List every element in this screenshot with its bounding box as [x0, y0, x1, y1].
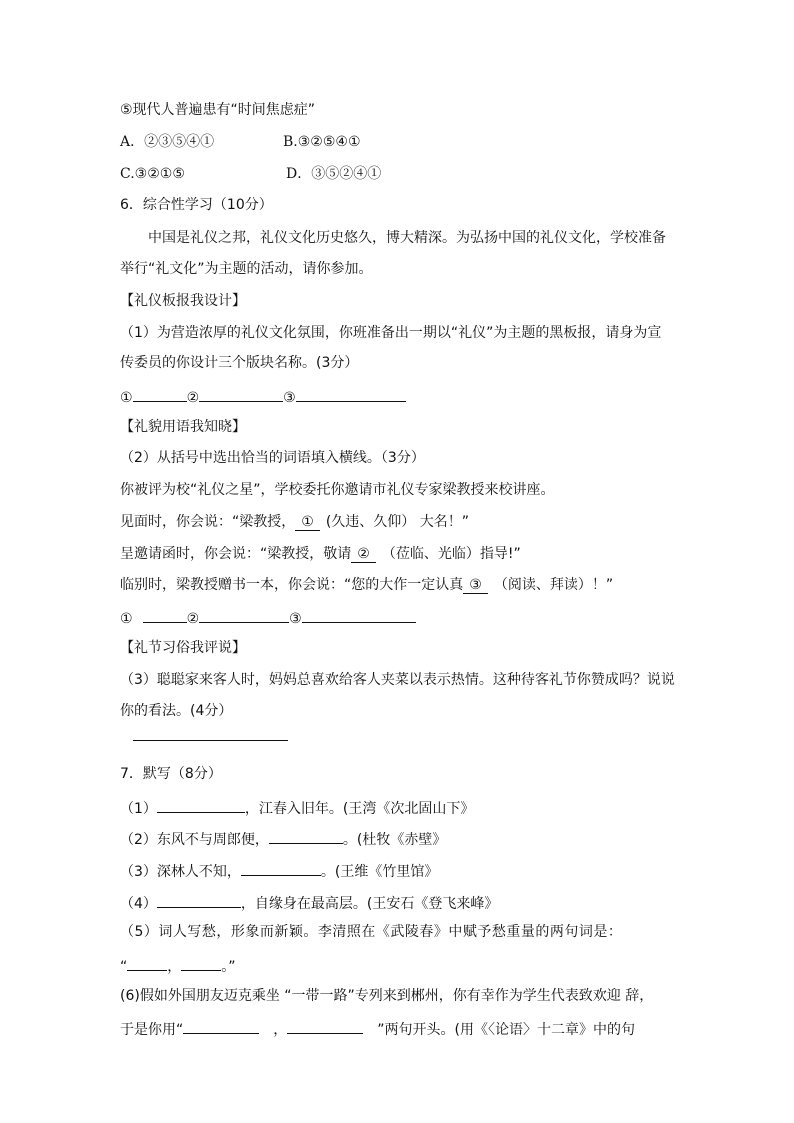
answer-blank[interactable] — [133, 386, 187, 402]
answer-blank[interactable] — [157, 797, 245, 813]
fill-sentence-2: 呈邀请函时，你会说：“梁教授，敬请 ② （莅临、光临）指导!” — [120, 546, 521, 562]
answer-blank[interactable] — [287, 1018, 363, 1034]
answer-blanks-row-1: ① ② ③ — [120, 386, 406, 407]
answer-choice-c: C.③②①⑤ — [120, 166, 185, 182]
section-heading-blackboard: 【礼仪板报我设计】 — [120, 293, 246, 309]
answer-blanks-row-2: ① ② ③ — [120, 607, 416, 628]
intro-paragraph-line-2: 举行“礼文化”为主题的活动，请你参加。 — [120, 261, 373, 277]
question-7-heading: 7．默写（8分） — [120, 766, 222, 782]
sub-question-1-line-2: 传委员的你设计三个版块名称。(3分） — [120, 355, 359, 371]
answer-choice-b: B.③②⑤④① — [283, 134, 361, 150]
answer-blank[interactable] — [127, 955, 167, 971]
recite-item-2: （2）东风不与周郎便， 。(杜牧《赤壁》 — [120, 828, 446, 849]
answer-blank[interactable] — [269, 828, 343, 844]
answer-blank[interactable] — [183, 1018, 259, 1034]
fill-sentence-1: 见面时，你会说：“梁教授， ① (久违、久仰） 大名！” — [120, 514, 469, 530]
option-item-5: ⑤现代人普遍患有“时间焦虑症” — [120, 102, 316, 118]
answer-blank[interactable] — [241, 860, 321, 876]
answer-blank[interactable] — [157, 892, 241, 908]
section-heading-customs: 【礼节习俗我评说】 — [120, 640, 246, 656]
recite-item-5-line-1: （5）词人写愁，形象而新颖。李清照在《武陵春》中赋予愁重量的两句词是： — [120, 924, 623, 940]
recite-item-4: （4） ，自缘身在最高层。(王安石《登飞来峰》 — [120, 892, 498, 913]
sub-question-3-line-1: （3）聪聪家来客人时，妈妈总喜欢给客人夹菜以表示热情。这种待客礼节你赞成吗？说说 — [120, 672, 675, 688]
sub-question-3-line-2: 你的看法。(4分） — [120, 703, 233, 719]
blank-marker: ② — [351, 547, 376, 563]
intro-paragraph-line-1: 中国是礼仪之邦，礼仪文化历史悠久，博大精深。为弘扬中国的礼仪文化，学校准备 — [148, 230, 666, 246]
blank-marker: ③ — [463, 578, 488, 594]
answer-blank[interactable] — [199, 607, 289, 623]
scenario-text: 你被评为校“礼仪之星”，学校委托你邀请市礼仪专家梁教授来校讲座。 — [120, 482, 555, 498]
answer-blank[interactable] — [296, 386, 406, 402]
answer-choice-d: D．③⑤②④① — [286, 166, 382, 182]
section-heading-polite-words: 【礼貌用语我知晓】 — [120, 419, 246, 435]
recite-item-5-line-2: “ ， 。” — [120, 955, 236, 976]
answer-blank[interactable] — [302, 607, 416, 623]
question-6-heading: 6．综合性学习（10分） — [120, 197, 273, 213]
answer-line[interactable] — [133, 740, 288, 741]
fill-sentence-3: 临别时，梁教授赠书一本，你会说：“您的大作一定认真 ③ （阅读、拜读）！” — [120, 577, 614, 593]
recite-item-3: （3）深林人不知， 。(王维《竹里馆》 — [120, 860, 438, 881]
answer-choice-a: A．②③⑤④① — [120, 134, 215, 150]
sub-question-1-line-1: （1）为营造浓厚的礼仪文化氛围，你班准备出一期以“礼仪”为主题的黑板报，请身为宣 — [120, 325, 662, 341]
blank-marker: ① — [295, 515, 320, 531]
recite-item-1: （1） ，江春入旧年。(王湾《次北固山下》 — [120, 797, 474, 818]
answer-blank[interactable] — [181, 955, 221, 971]
answer-blank[interactable] — [143, 607, 187, 623]
recite-item-6-line-1: (6)假如外国朋友迈克乘坐 “一带一路”专列来到郴州，你有幸作为学生代表致欢迎 辞， — [120, 988, 654, 1004]
answer-blank[interactable] — [199, 386, 283, 402]
recite-item-6-line-2: 于是你用“ ， ”两句开头。(用《〈论语〉十二章》中的句 — [120, 1018, 635, 1039]
sub-question-2: （2）从括号中选出恰当的词语填入横线。（3分） — [120, 450, 425, 466]
